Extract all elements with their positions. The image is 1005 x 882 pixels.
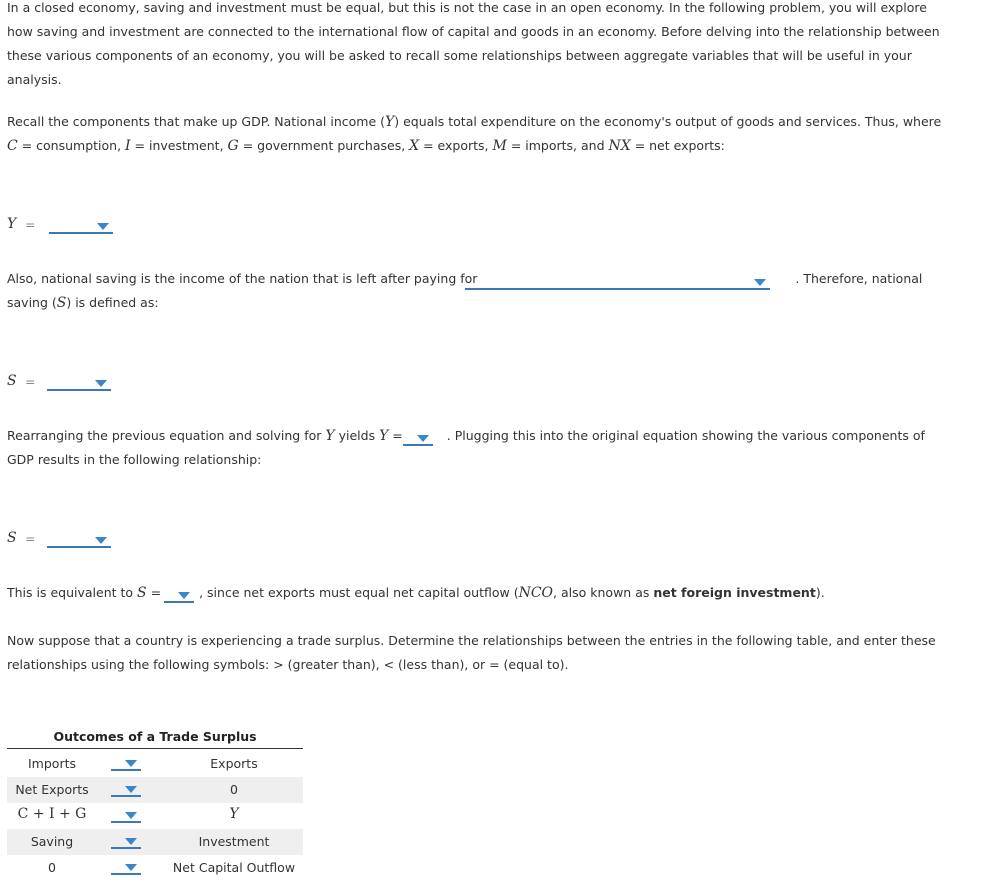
recall-text-a: Recall the components that make up GDP. National income ( xyxy=(7,114,385,129)
eq2-variable: S xyxy=(7,373,17,389)
saving-definition-paragraph xyxy=(7,267,922,315)
intro-line-1: In a closed economy, saving and investment must be equal, but this is not the case in an open economy. In the following problem, you will explore xyxy=(7,0,927,15)
rearrange-text-d: . Plugging this into the original equation showing the various components of xyxy=(446,428,925,443)
table-cell-right: Y xyxy=(229,806,239,822)
rearrange-text-c: = xyxy=(388,428,403,443)
table-cell-left: Saving xyxy=(30,834,74,849)
table-cell-right: Exports xyxy=(210,756,258,771)
rearrange-text-e: GDP results in the following relationship: xyxy=(7,452,262,467)
equiv-text-d: , also known as xyxy=(553,585,654,600)
recall-text-f: = exports, xyxy=(419,138,493,153)
recall-text-h: = net exports: xyxy=(630,138,725,153)
recall-text-e: = government purchases, xyxy=(238,138,410,153)
math-NX: NX xyxy=(608,138,631,154)
relationship-dropdown[interactable] xyxy=(111,861,141,875)
math-X: X xyxy=(409,138,420,154)
trade-surplus-paragraph xyxy=(7,629,936,677)
table-cell-right: Net Capital Outflow xyxy=(172,860,296,875)
relationship-dropdown[interactable] xyxy=(111,783,141,797)
caret-down-icon xyxy=(95,380,107,387)
eq2-equals: = xyxy=(25,374,36,389)
math-I: I xyxy=(125,138,131,154)
math-C: C xyxy=(7,138,18,154)
eq1-variable: Y xyxy=(7,216,17,232)
rearrange-text-b: yields xyxy=(334,428,380,443)
table-header-rule xyxy=(7,748,303,749)
relationship-dropdown[interactable] xyxy=(111,757,141,771)
table-row xyxy=(7,855,303,881)
caret-down-icon xyxy=(125,864,137,871)
intro-line-4: analysis. xyxy=(7,72,62,87)
math-NCO: NCO xyxy=(518,585,554,601)
equiv-text-c: , since net exports must equal net capital outflow ( xyxy=(199,585,519,600)
saving-definition-dropdown[interactable] xyxy=(47,377,111,391)
math-M: M xyxy=(492,138,507,154)
equivalent-paragraph xyxy=(7,581,825,605)
eq1-equals: = xyxy=(25,217,36,232)
recall-paragraph xyxy=(7,110,941,158)
saving-text-c: saving ( xyxy=(7,295,57,310)
math-S: S xyxy=(137,585,147,601)
surplus-line-1: Now suppose that a country is experiencing a trade surplus. Determine the relationships between the entries in the following table, and enter these xyxy=(7,633,936,648)
table-title: Outcomes of a Trade Surplus xyxy=(53,729,257,744)
caret-down-icon xyxy=(97,223,109,230)
table-cell-left: Net Exports xyxy=(15,782,89,797)
y-solve-dropdown[interactable] xyxy=(403,432,433,446)
relationship-dropdown[interactable] xyxy=(111,809,141,823)
eq3-variable: S xyxy=(7,530,17,546)
caret-down-icon xyxy=(125,812,137,819)
table-cell-left: 0 xyxy=(48,860,56,875)
table-cell-right: Investment xyxy=(198,834,270,849)
intro-line-2: how saving and investment are connected to the international flow of capital and goods in an economy. Before delving into the relationship between xyxy=(7,24,940,39)
equivalent-dropdown[interactable] xyxy=(164,589,194,603)
saving-text-d: ) is defined as: xyxy=(66,295,159,310)
math-Y: Y xyxy=(384,114,395,130)
table-row xyxy=(7,803,303,829)
equiv-text-b: = xyxy=(146,585,162,600)
math-G: G xyxy=(227,138,239,154)
intro-paragraph xyxy=(7,0,940,92)
surplus-line-2: relationships using the following symbols: > (greater than), < (less than), or = (equal to). xyxy=(7,657,569,672)
table-row xyxy=(7,829,303,855)
equiv-text-e: ). xyxy=(815,585,825,600)
equiv-text-a: This is equivalent to xyxy=(7,585,138,600)
table-cell-left: C + I + G xyxy=(17,806,87,822)
saving-text-a: Also, national saving is the income of the nation that is left after paying for xyxy=(7,271,478,286)
rearrange-text-a: Rearranging the previous equation and solving for xyxy=(7,428,326,443)
table-row xyxy=(7,751,303,777)
recall-text-b: ) equals total expenditure on the economy's output of goods and services. Thus, where xyxy=(394,114,942,129)
caret-down-icon xyxy=(125,838,137,845)
caret-down-icon xyxy=(754,279,766,286)
paying-for-dropdown[interactable] xyxy=(465,276,770,290)
caret-down-icon xyxy=(95,537,107,544)
recall-text-g: = imports, and xyxy=(506,138,609,153)
math-Y: Y xyxy=(379,428,389,444)
caret-down-icon xyxy=(125,760,137,767)
caret-down-icon xyxy=(125,786,137,793)
table-cell-right: 0 xyxy=(230,782,238,797)
table-row xyxy=(7,777,303,803)
net-foreign-investment-term: net foreign investment xyxy=(653,585,816,600)
math-S: S xyxy=(56,295,67,311)
saving-text-b: . Therefore, national xyxy=(795,271,923,286)
math-Y: Y xyxy=(325,428,335,444)
relationship-dropdown[interactable] xyxy=(111,835,141,849)
y-components-dropdown[interactable] xyxy=(49,220,113,234)
intro-line-3: these various components of an economy, you will be asked to recall some relationships between aggregate variables that will be useful in your xyxy=(7,48,912,63)
recall-text-c: = consumption, xyxy=(17,138,126,153)
rearrange-paragraph xyxy=(7,424,925,472)
saving-relationship-dropdown[interactable] xyxy=(47,534,111,548)
caret-down-icon xyxy=(178,592,190,599)
table-cell-left: Imports xyxy=(28,756,76,771)
eq3-equals: = xyxy=(25,531,36,546)
recall-text-d: = investment, xyxy=(130,138,228,153)
caret-down-icon xyxy=(417,435,429,442)
